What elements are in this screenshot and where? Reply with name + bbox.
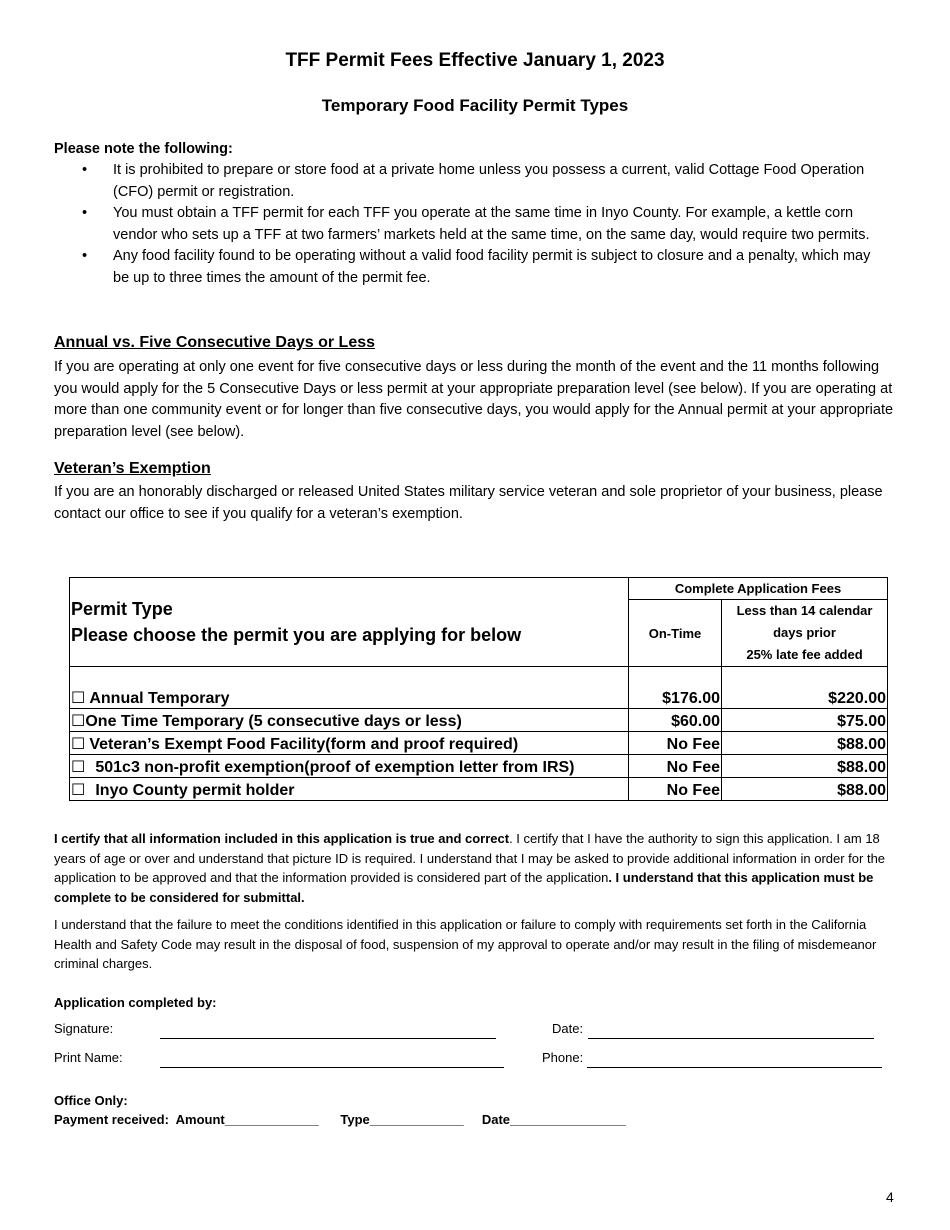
one-time-temporary-checkbox[interactable]: ☐: [71, 713, 86, 730]
late-fee: $88.00: [722, 732, 888, 755]
on-time-header: On-Time: [629, 600, 722, 667]
table-row: [70, 709, 888, 732]
table-row: [70, 732, 888, 755]
notes-heading: Please note the following:: [54, 141, 233, 157]
nonprofit-exemption-checkbox[interactable]: ☐: [71, 759, 86, 776]
table-row: [70, 667, 888, 709]
on-time-fee: No Fee: [629, 755, 722, 778]
list-item: • It is prohibited to prepare or store food at a private home unless you possess a current, valid Cottage Food Operation (CFO) permit or registration.: [82, 162, 865, 200]
page-title: TFF Permit Fees Effective January 1, 2023: [285, 50, 665, 71]
date-field[interactable]: [588, 1038, 874, 1039]
signature-field[interactable]: [160, 1038, 496, 1039]
veteran-text: If you are an honorably discharged or released United States military service veteran and sole proprietor of your business, please contact our office to see if you qualify for a veteran’s exemption.: [54, 484, 883, 522]
phone-label: Phone:: [542, 1050, 584, 1065]
bullet-icon: •: [82, 248, 88, 264]
page-number: 4: [886, 1189, 894, 1205]
payment-received-line: Payment received: Amount_____________ Type_____________ Date________________: [54, 1112, 626, 1127]
veteran-exempt-checkbox[interactable]: ☐: [71, 736, 86, 753]
on-time-fee: $60.00: [629, 709, 722, 732]
fees-header: Complete Application Fees: [629, 578, 888, 600]
bullet-icon: •: [82, 162, 88, 178]
notes-list: [54, 160, 890, 289]
permit-name: Inyo County permit holder: [95, 782, 295, 799]
print-name-field[interactable]: [160, 1067, 504, 1068]
office-only-heading: Office Only:: [54, 1093, 128, 1108]
late-fee: $75.00: [722, 709, 888, 732]
on-time-fee: No Fee: [629, 778, 722, 801]
permit-fee-table: [69, 577, 888, 801]
late-fee-header: Less than 14 calendar days prior 25% late fee added: [722, 600, 888, 667]
permit-name: One Time Temporary (5 consecutive days or less): [85, 713, 462, 730]
signature-label: Signature:: [54, 1021, 114, 1036]
annual-temporary-checkbox[interactable]: ☐: [71, 690, 86, 707]
list-item: • You must obtain a TFF permit for each TFF you operate at the same time in Inyo County. For example, a kettle corn vendor who sets up a TFF at two farmers’ markets held at the same time, on the same day, would require two permits.: [82, 205, 870, 243]
on-time-fee: $176.00: [629, 667, 722, 709]
permit-name: Veteran’s Exempt Food Facility(form and proof required): [89, 736, 519, 753]
date-label: Date:: [552, 1021, 584, 1036]
inyo-permit-holder-checkbox[interactable]: ☐: [71, 782, 86, 799]
veteran-heading: Veteran’s Exemption: [54, 460, 211, 477]
print-name-label: Print Name:: [54, 1050, 123, 1065]
permit-name: Annual Temporary: [89, 690, 230, 707]
annual-text: If you are operating at only one event for five consecutive days or less during the month of the event and the 11 months following you would apply for the 5 Consecutive Days or less permit at your appropriate preparation level (see below). If you are operating at more than one community event or for longer than five consecutive days, you would apply for the Annual permit at your appropriate preparation level (see below).: [54, 359, 894, 440]
table-row: [70, 778, 888, 801]
permit-name: 501c3 non-profit exemption(proof of exemption letter from IRS): [95, 759, 575, 776]
late-fee: $220.00: [722, 667, 888, 709]
list-item: • Any food facility found to be operating without a valid food facility permit is subject to closure and a penalty, which may be up to three times the amount of the permit fee.: [82, 248, 871, 286]
phone-field[interactable]: [587, 1067, 882, 1068]
late-fee: $88.00: [722, 778, 888, 801]
bullet-icon: •: [82, 205, 88, 221]
page-subtitle: Temporary Food Facility Permit Types: [321, 96, 629, 115]
permit-type-header: Permit Type Please choose the permit you are applying for below: [70, 578, 629, 667]
certification-statement: I certify that all information included in this application is true and correct. I certify that I have the authority to sign this application. I am 18 years of age or over and understand that picture ID is required. I understand that I may be asked to provide additional information in order for the application to be approved and that the information provided is considered part of the application. I understand that this application must be complete to be considered for submittal.: [54, 831, 886, 905]
completed-by-heading: Application completed by:: [54, 995, 217, 1010]
on-time-fee: No Fee: [629, 732, 722, 755]
certification-conditions: I understand that the failure to meet the conditions identified in this application or failure to comply with requirements set forth in the California Health and Safety Code may result in the disposal of food, suspension of my approval to operate and/or may result in the filing of misdemeanor criminal charges.: [54, 917, 877, 971]
annual-heading: Annual vs. Five Consecutive Days or Less: [54, 334, 376, 351]
late-fee: $88.00: [722, 755, 888, 778]
table-row: [70, 755, 888, 778]
